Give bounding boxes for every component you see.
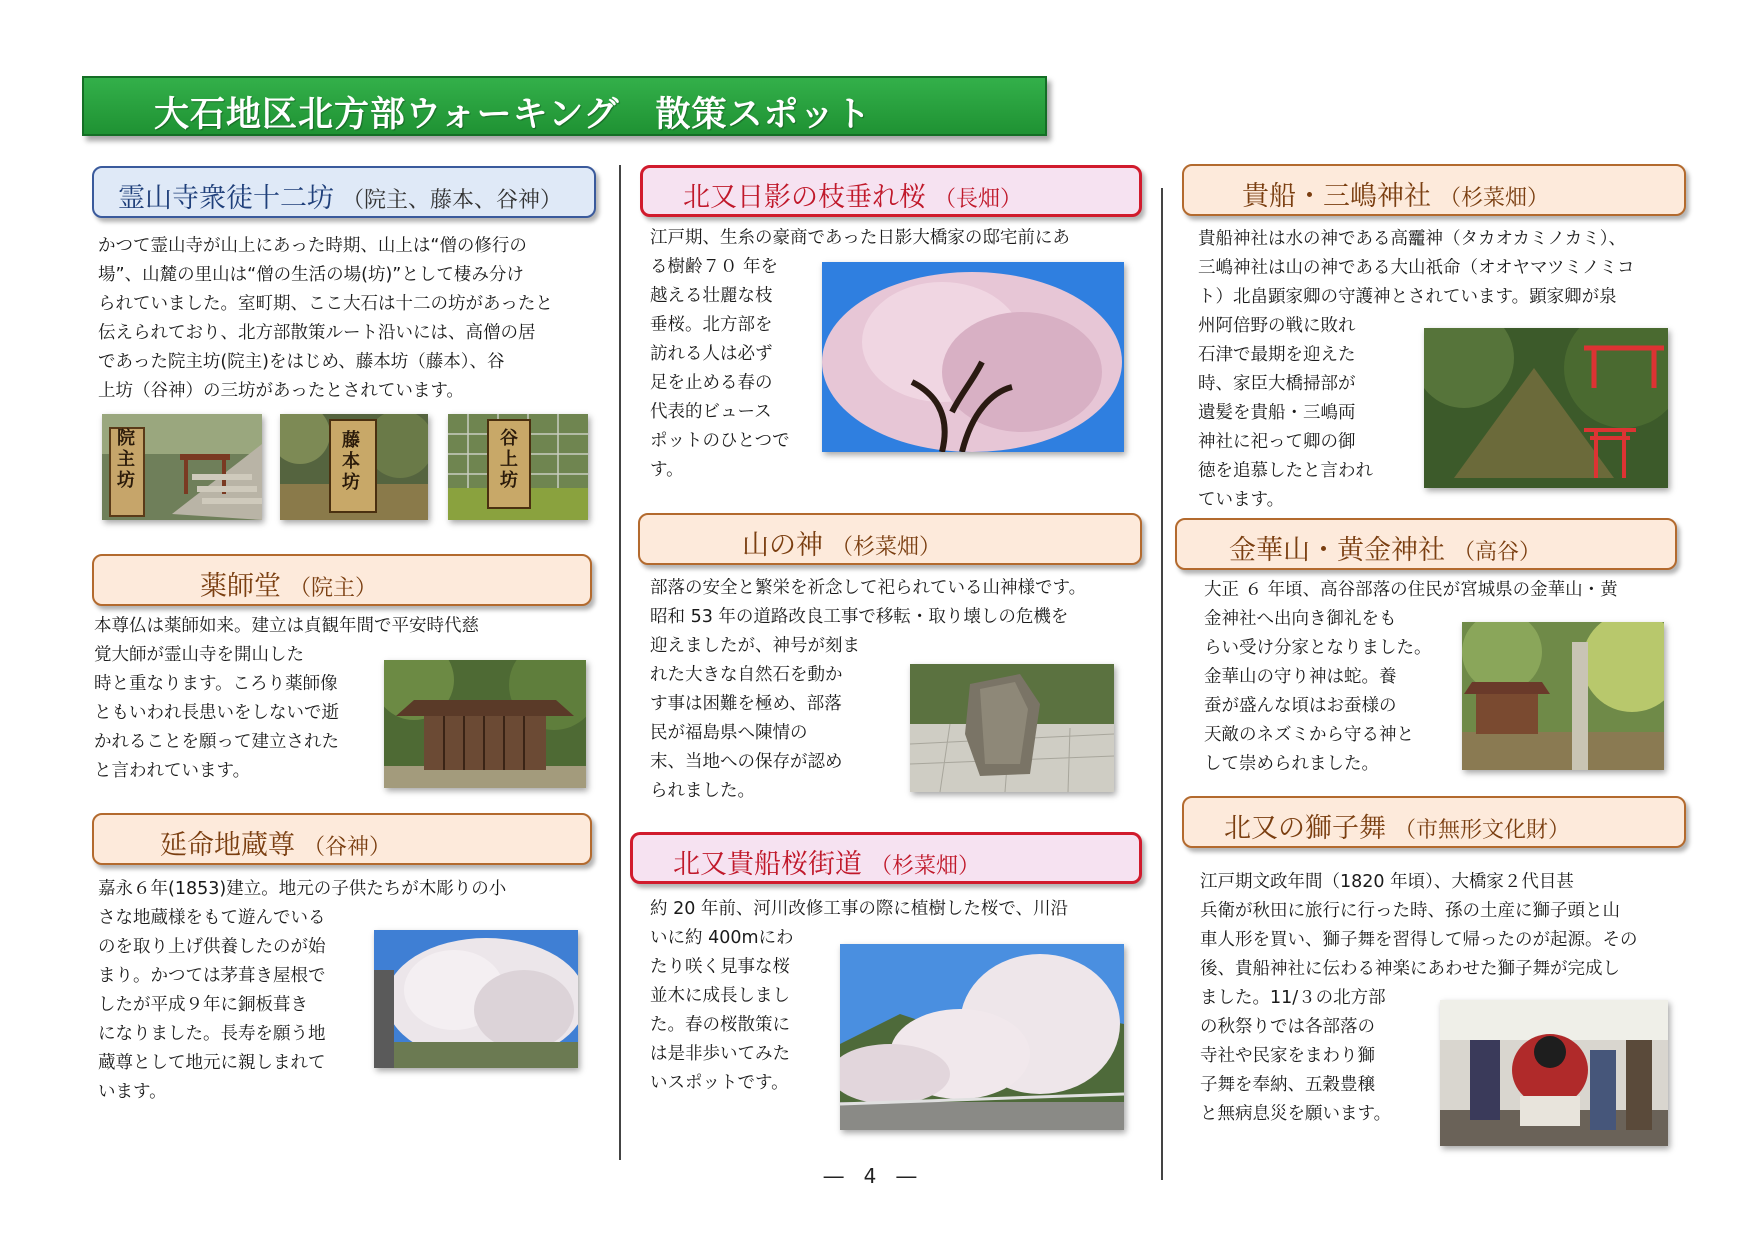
photo-yakushido-hall — [384, 660, 586, 788]
section-text-kinkazan-top: 大正 ６ 年頃、高谷部落の住民が宮城県の金華山・黄 — [1204, 580, 1618, 600]
photo-cherry-avenue — [840, 944, 1124, 1130]
page-number: ― 4 ― — [823, 1164, 917, 1188]
section-text-kifune-mishima-top: 貴船神社は水の神である高龗神（タカオカミノカミ）、 三嶋神社は山の神である大山祇命（オオヤマツミノミコ ト）北畠顕家卿の守護神とされています。顕家卿が泉 — [1198, 229, 1635, 307]
section-header-shishimai — [1182, 796, 1686, 848]
section-subtitle: （杉菜畑） — [831, 535, 942, 560]
section-subtitle: （杉菜畑） — [1439, 186, 1550, 211]
section-subtitle: （杉菜畑） — [870, 854, 981, 879]
photo-yamanokami-stone — [910, 664, 1114, 792]
section-subtitle: （谷神） — [303, 835, 392, 860]
section-text-kifune-sakura-top: 約 20 年前、河川改修工事の際に植樹した桜で、川沿 — [650, 899, 1069, 919]
photo-kifune-shrine — [1424, 328, 1668, 488]
section-header-enmei-jizo — [92, 813, 592, 865]
section-title: 霊山寺衆徒十二坊 — [118, 183, 334, 214]
section-header-kinkazan — [1175, 518, 1677, 570]
sign-label-inshubo: 院主坊 — [117, 428, 135, 491]
sign-label-yagamibo: 谷上坊 — [500, 428, 518, 491]
section-header-hikage-sakura — [640, 165, 1142, 217]
section-text-yakushido-top: 本尊仏は薬師如来。建立は貞観年間で平安時代慈 — [94, 616, 479, 636]
section-text-shishimai-top: 江戸期文政年間（1820 年頃）、大橋家２代目甚 兵衛が秋田に旅行に行った時、孫の土産に獅子頭と山 車人形を買い、獅子舞を習得して帰ったのが起源。その 後、貴船神社に伝わる神楽にあわせた獅子舞が完成し — [1200, 872, 1638, 979]
section-text-ryozenji: かつて霊山寺が山上にあった時期、山上は“僧の修行の 場”、山麓の里山は“僧の生活の場(坊)”として棲み分け られていました。室町期、ここ大石は十二の坊があったと 伝えられており、北方部散策ルート沿いには、高僧の居 であった院主坊(院主)をはじめ、藤本坊（藤本）、谷 上坊（谷神）の三坊があったとされています。 — [98, 236, 553, 401]
section-title: 山の神 — [742, 530, 823, 561]
page-title: 大石地区北方部ウォーキング 散策スポット — [154, 95, 872, 135]
title-banner — [82, 76, 1047, 136]
section-subtitle: （院主、藤本、谷神） — [342, 188, 563, 213]
section-subtitle: （院主） — [289, 576, 378, 601]
photo-enmei-jizo-tree — [374, 930, 578, 1068]
section-text-shishimai-wrap: ました。11/３の北方部 の秋祭りでは各部落の 寺社や民家をまわり獅 子舞を奉納、五穀豊穣 と無病息災を願います。 — [1200, 988, 1392, 1124]
section-text-hikage-wrap: る樹齢７０ 年を 越える壮麗な枝 垂桜。北方部を 訪れる人は必ず 足を止める春の 代表的ビュース ポットのひとつで す。 — [650, 257, 790, 480]
section-title: 北又貴船桜街道 — [673, 849, 862, 880]
section-text-kinkazan-wrap: 金神社へ出向き御礼をも らい受け分家となりました。 金華山の守り神は蛇。養 蚕が盛んな頃はお蚕様の 天敵のネズミから守る神と して崇められました。 — [1204, 609, 1432, 774]
section-subtitle: （長畑） — [934, 187, 1023, 212]
section-header-yamanokami — [638, 513, 1142, 565]
section-header-kifune-mishima — [1182, 164, 1686, 216]
section-title: 北又の獅子舞 — [1224, 813, 1386, 844]
section-subtitle: （高谷） — [1453, 540, 1542, 565]
section-header-yakushido — [92, 554, 592, 606]
photo-weeping-cherry — [822, 262, 1124, 452]
photo-shishimai-dance — [1440, 1000, 1668, 1146]
section-text-yamanokami-top: 部落の安全と繁栄を祈念して祀られている山神様です。 昭和 53 年の道路改良工事で移転・取り壊しの危機を — [650, 578, 1087, 627]
section-text-enmei-jizo-wrap: さな地蔵様をもて遊んでいる のを取り上げ供養したのが始 まり。かつては茅葺き屋根で したが平成９年に銅板葺き になりました。長寿を願う地 蔵尊として地元に親しまれて います。 — [98, 908, 326, 1102]
section-header-ryozenji — [92, 166, 596, 218]
section-text-yamanokami-wrap: 迎えましたが、神号が刻ま れた大きな自然石を動か す事は困難を極め、部落 民が福島県へ陳情の 末、当地への保存が認め られました。 — [650, 636, 860, 801]
section-title: 貴船・三嶋神社 — [1242, 181, 1431, 212]
sign-label-fujimotobo: 藤本坊 — [342, 430, 360, 493]
photo-kinkazan-shrine — [1462, 622, 1664, 770]
section-title: 薬師堂 — [200, 571, 281, 602]
section-title: 延命地蔵尊 — [160, 830, 295, 861]
section-subtitle: （市無形文化財） — [1394, 818, 1571, 843]
section-text-kifune-sakura-wrap: いに約 400mにわ たり咲く見事な桜 並木に成長しまし た。春の桜散策に は是非歩いてみた いスポットです。 — [650, 928, 794, 1093]
section-title: 金華山・黄金神社 — [1229, 535, 1445, 566]
section-text-yakushido-wrap: 覚大師が霊山寺を開山した 時と重なります。ころり薬師像 ともいわれ長患いをしないで逝 かれることを願って建立された と言われています。 — [94, 645, 339, 781]
section-header-kifune-sakura — [630, 832, 1142, 884]
column-divider-left — [619, 165, 621, 1160]
section-text-enmei-jizo-top: 嘉永６年(1853)建立。地元の子供たちが木彫りの小 — [98, 879, 507, 899]
section-title: 北又日影の枝垂れ桜 — [683, 182, 926, 213]
section-text-kifune-mishima-wrap: 州阿倍野の戦に敗れ 石津で最期を迎えた 時、家臣大橋掃部が 遺髪を貴船・三嶋両 神社に祀って卿の御 徳を追慕したと言われ ています。 — [1198, 316, 1373, 510]
column-divider-right — [1161, 188, 1163, 1180]
section-text-hikage-top: 江戸期、生糸の豪商であった日影大橋家の邸宅前にあ — [650, 228, 1070, 248]
